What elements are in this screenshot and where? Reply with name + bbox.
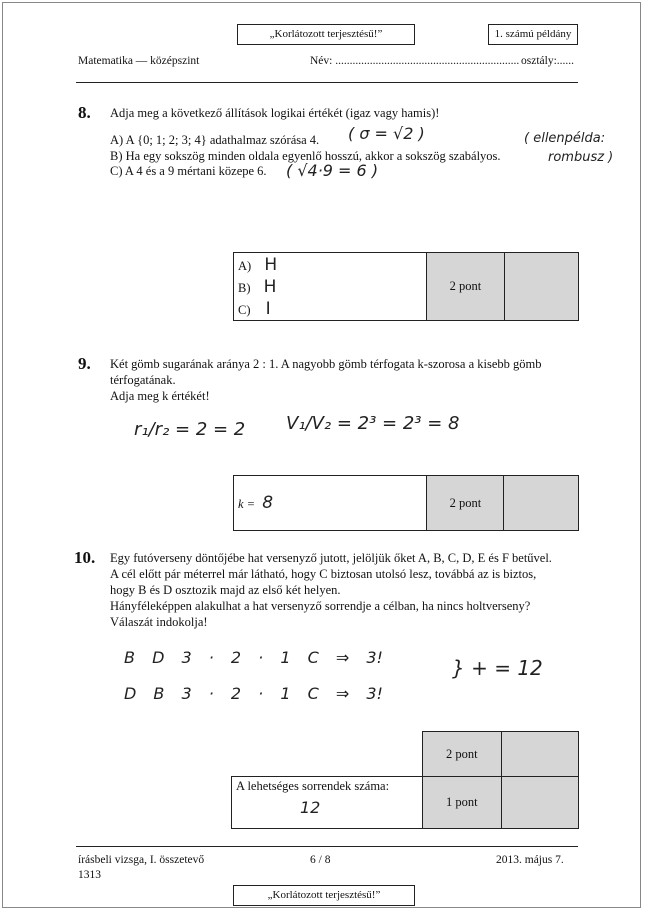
q8-statement-c: C) A 4 és a 9 mértani közepe 6. xyxy=(110,164,267,178)
restricted-box-bottom xyxy=(233,885,415,906)
q9-score-cell xyxy=(504,476,579,531)
q10-points-bottom-cell: 1 pont xyxy=(422,777,501,829)
q10-number: 10. xyxy=(74,548,96,567)
q10-work-sum: } + = 12 xyxy=(452,656,543,680)
q8-answer-table xyxy=(233,252,579,321)
q8-answer-value-c: I xyxy=(265,298,271,319)
q8-answer-value-b: H xyxy=(263,276,277,297)
footer-exam-label: írásbeli vizsga, I. összetevő xyxy=(78,854,205,866)
q10-score-bottom-cell xyxy=(501,777,578,829)
q8-answer-cell xyxy=(234,253,427,321)
q10-answer-value: 12 xyxy=(300,798,321,817)
restricted-label-top: „Korlátozott terjesztésű!” xyxy=(269,28,383,40)
q8-answer-label-a: A) xyxy=(238,258,252,273)
q10-answer-table xyxy=(231,731,579,829)
q8-points-cell: 2 pont xyxy=(427,253,504,321)
q9-number: 9. xyxy=(78,354,91,373)
q8-note-b1: ( ellenpélda: xyxy=(524,131,606,146)
q8-answer-row-b xyxy=(238,276,422,298)
q9-answer-value: 8 xyxy=(262,493,274,513)
q8-note-c: ( √4·9 = 6 ) xyxy=(286,161,379,180)
footer-rule xyxy=(76,846,578,847)
q9-prompt-line-1: Két gömb sugarának aránya 2 : 1. A nagyobb gömb térfogata k-szorosa a kisebb gömb xyxy=(110,357,542,371)
q10-prompt-line-1: Egy futóverseny döntőjébe hat versenyző jutott, jelöljük őket A, B, C, D, E és F betűvel. xyxy=(110,551,552,565)
class-field: osztály:...... xyxy=(521,55,575,67)
q8-answer-label-c: C) xyxy=(238,302,251,317)
q9-prompt-line-3: Adja meg k értékét! xyxy=(110,389,210,403)
q10-points-top-cell: 2 pont xyxy=(422,732,501,777)
q10-answer-label: A lehetséges sorrendek száma: xyxy=(236,779,390,793)
q8-answer-row-c xyxy=(238,298,422,320)
q10-prompt-line-5: Válaszát indokolja! xyxy=(110,615,208,629)
q9-points-cell: 2 pont xyxy=(427,476,504,531)
q8-prompt: Adja meg a következő állítások logikai értékét (igaz vagy hamis)! xyxy=(110,106,440,120)
subject-label: Matematika — középszint xyxy=(78,55,200,67)
q8-number: 8. xyxy=(78,103,91,122)
q9-prompt-line-2: térfogatának. xyxy=(110,373,176,387)
copy-number-box xyxy=(488,24,578,45)
q9-work-volume: V₁/V₂ = 2³ = 2³ = 8 xyxy=(286,413,460,434)
q10-prompt-line-2: A cél előtt pár méterrel már látható, hogy C biztosan utolsó lesz, továbbá az is biztos, xyxy=(110,567,537,581)
restricted-label-bottom: „Korlátozott terjesztésű!” xyxy=(267,889,381,901)
q8-score-cell xyxy=(504,253,578,321)
name-field: Név: ................................................................ xyxy=(310,55,520,67)
q9-answer-cell xyxy=(234,476,427,531)
restricted-box-top xyxy=(237,24,415,45)
q10-score-top-cell xyxy=(501,732,578,777)
q8-answer-value-a: H xyxy=(264,254,278,275)
q8-note-b2: rombusz ) xyxy=(548,150,614,165)
q8-note-a: ( σ = √2 ) xyxy=(348,124,425,143)
q10-work-row-1: B D 3 · 2 · 1 C ⇒ 3! xyxy=(124,648,383,667)
q10-work-row-2: D B 3 · 2 · 1 C ⇒ 3! xyxy=(124,684,383,703)
q8-answer-row-a xyxy=(238,254,422,276)
q8-statement-b: B) Ha egy sokszög minden oldala egyenlő hosszú, akkor a sokszög szabályos. xyxy=(110,149,501,163)
q9-answer-label: k = xyxy=(238,497,256,511)
q9-answer-table xyxy=(233,475,579,531)
header-rule xyxy=(76,82,578,83)
q8-answer-label-b: B) xyxy=(238,280,251,295)
footer-date: 2013. május 7. xyxy=(496,854,564,866)
footer-page-number: 6 / 8 xyxy=(310,854,331,866)
copy-number-label: 1. számú példány xyxy=(494,28,572,40)
q10-empty-cell xyxy=(232,732,423,777)
footer-exam-code: 1313 xyxy=(78,869,101,881)
q10-prompt-line-4: Hányféleképpen alakulhat a hat versenyző sorrendje a célban, ha nincs holtverseny? xyxy=(110,599,531,613)
q8-statement-a: A) A {0; 1; 2; 3; 4} adathalmaz szórása 4. xyxy=(110,133,320,147)
q10-answer-cell xyxy=(232,777,423,829)
q10-prompt-line-3: hogy B és D osztozik majd az első két helyen. xyxy=(110,583,341,597)
q9-work-ratio: r₁/r₂ = 2 = 2 xyxy=(134,419,246,440)
